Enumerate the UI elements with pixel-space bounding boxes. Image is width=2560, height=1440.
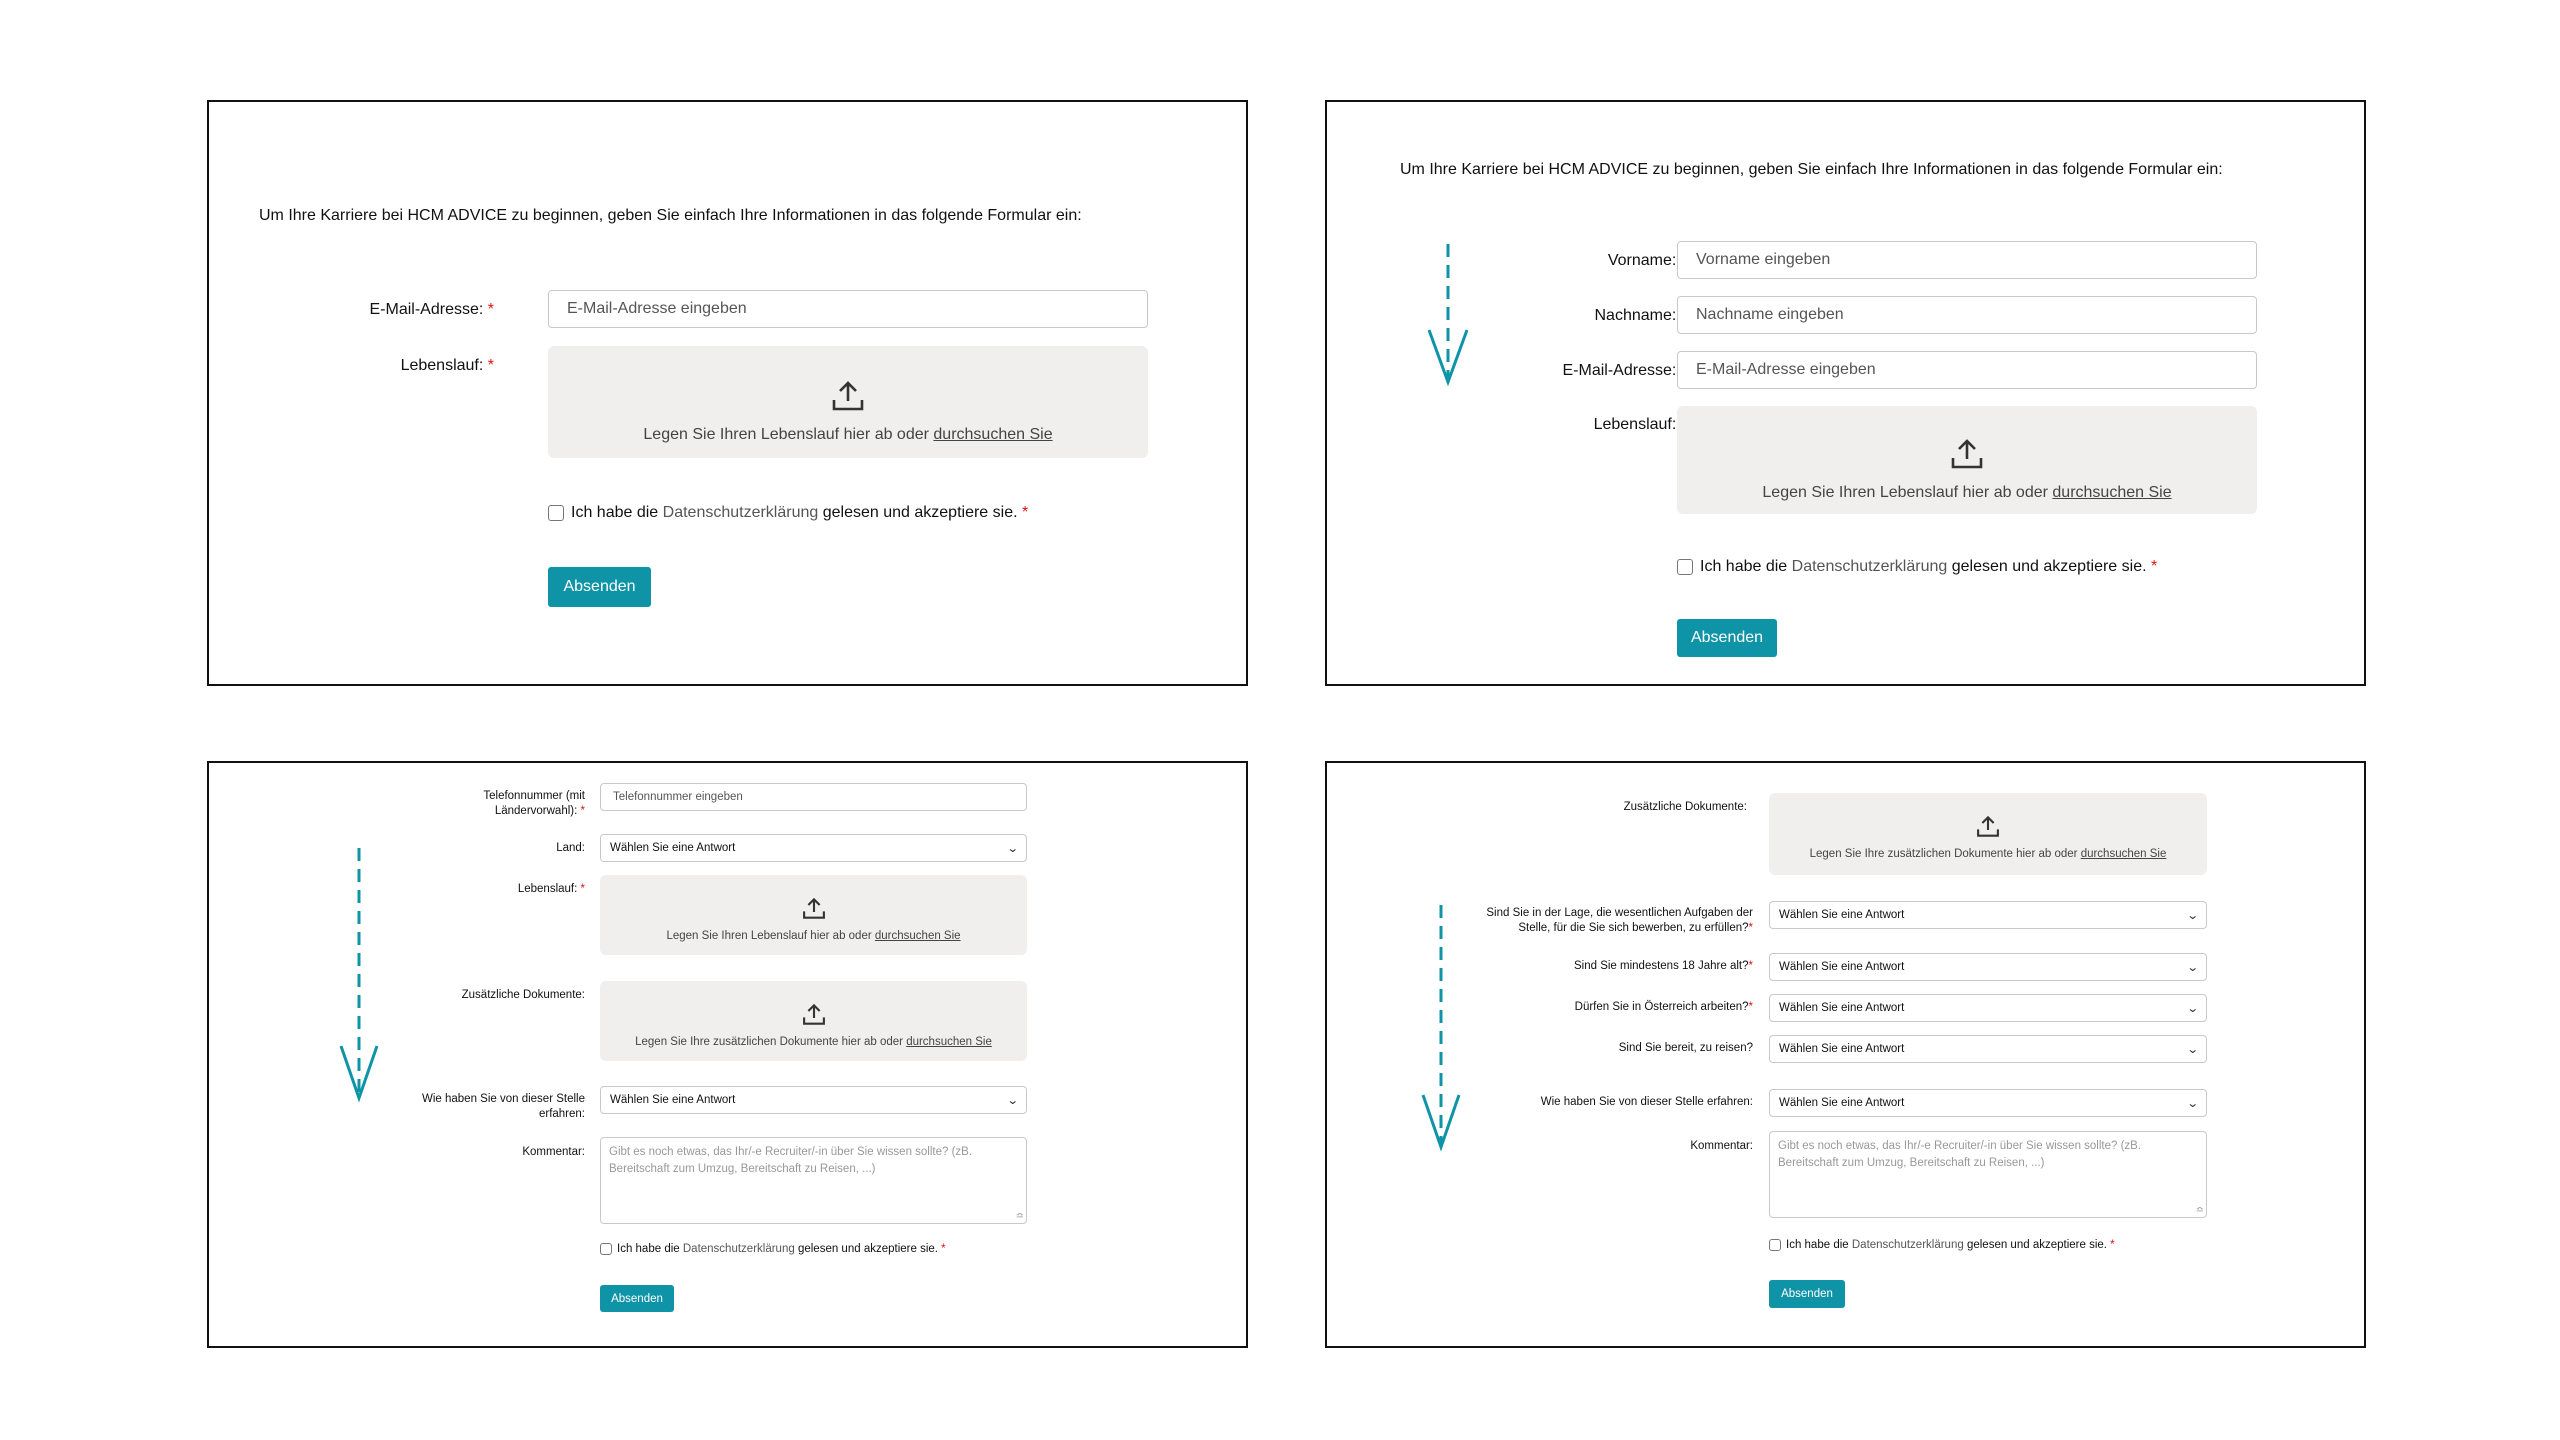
resize-handle-icon[interactable]: ≏ [1015,1211,1024,1222]
privacy-checkbox[interactable] [600,1243,612,1255]
comment-textarea[interactable]: Gibt es noch etwas, das Ihr/-e Recruiter/-in über Sie wissen sollte? (zB. Bereitschaft zum Umzug, Bereitschaft zu Reisen, ...) ≏ [1769,1131,2207,1218]
browse-link[interactable]: durchsuchen Sie [2080,848,2167,860]
privacy-consent: Ich habe die Datenschutzerklärung gelesen und akzeptiere sie. * [1677,558,2157,576]
submit-button[interactable]: Absenden [1769,1280,1845,1308]
submit-button[interactable]: Absenden [1677,619,1777,657]
form-panel-extended [207,761,1248,1348]
submit-button[interactable]: Absenden [600,1285,674,1312]
phone-label: Telefonnummer (mit Ländervorwahl): * [483,790,585,817]
question-work-label: Dürfen Sie in Österreich arbeiten?* [1574,1001,1753,1013]
resize-handle-icon[interactable]: ≏ [2195,1205,2204,1216]
privacy-link[interactable]: Datenschutzerklärung [662,504,819,521]
privacy-checkbox[interactable] [548,505,564,521]
docs-label: Zusätzliche Dokumente: [1623,801,1747,813]
email-field[interactable]: E-Mail-Adresse eingeben [548,290,1148,328]
privacy-link[interactable]: Datenschutzerklärung [1791,558,1948,575]
chevron-down-icon: ⌄ [1006,843,1020,855]
question-tasks-label: Sind Sie in der Lage, die wesentlichen Aufgaben der Stelle, für die Sie sich bewerben, zu erfüllen?* [1486,907,1753,934]
chevron-down-icon: ⌄ [2186,910,2200,922]
intro-text: Um Ihre Karriere bei HCM ADVICE zu beginnen, geben Sie einfach Ihre Informationen in das folgende Formular ein: [1400,161,2223,178]
chevron-down-icon: ⌄ [1006,1095,1020,1107]
docs-dropzone[interactable]: Legen Sie Ihre zusätzlichen Dokumente hier ab oder durchsuchen Sie [1769,793,2207,875]
phone-field[interactable]: Telefonnummer eingeben [600,783,1027,811]
country-select[interactable]: Wählen Sie eine Antwort ⌄ [600,834,1027,862]
firstname-label: Vorname: [1607,252,1677,269]
comment-label: Kommentar: [522,1146,585,1158]
privacy-consent: Ich habe die Datenschutzerklärung gelesen und akzeptiere sie. * [1769,1239,2115,1251]
question-travel-label: Sind Sie bereit, zu reisen? [1618,1042,1753,1054]
cv-label: Lebenslauf: [1593,416,1677,433]
cv-label: Lebenslauf: * [517,883,585,895]
upload-icon [802,897,826,920]
browse-link[interactable]: durchsuchen Sie [933,426,1053,443]
scroll-down-arrow [1419,903,1463,1153]
form-panel-basic [1325,100,2366,686]
email-label: E-Mail-Adresse: * [369,301,494,318]
privacy-checkbox[interactable] [1677,559,1693,575]
source-label: Wie haben Sie von dieser Stelle erfahren: [421,1093,585,1120]
docs-label: Zusätzliche Dokumente: [461,989,585,1001]
scroll-down-arrow [337,846,381,1104]
upload-icon [831,380,865,412]
country-label: Land: [556,842,585,854]
browse-link[interactable]: durchsuchen Sie [906,1036,992,1048]
email-field[interactable]: E-Mail-Adresse eingeben [1677,351,2257,389]
question-age-label: Sind Sie mindestens 18 Jahre alt?* [1573,960,1753,972]
question-tasks-select[interactable]: Wählen Sie eine Antwort ⌄ [1769,901,2207,929]
email-label: E-Mail-Adresse: [1562,362,1677,379]
intro-text: Um Ihre Karriere bei HCM ADVICE zu beginnen, geben Sie einfach Ihre Informationen in das folgende Formular ein: [259,207,1082,224]
browse-link[interactable]: durchsuchen Sie [2052,484,2172,501]
lastname-label: Nachname: [1594,307,1677,324]
upload-icon [1950,438,1984,470]
chevron-down-icon: ⌄ [2186,1044,2200,1056]
lastname-field[interactable]: Nachname eingeben [1677,296,2257,334]
firstname-field[interactable]: Vorname eingeben [1677,241,2257,279]
source-label: Wie haben Sie von dieser Stelle erfahren: [1540,1096,1753,1108]
upload-icon [802,1003,826,1026]
question-age-select[interactable]: Wählen Sie eine Antwort ⌄ [1769,953,2207,981]
source-select[interactable]: Wählen Sie eine Antwort ⌄ [600,1086,1027,1114]
question-work-select[interactable]: Wählen Sie eine Antwort ⌄ [1769,994,2207,1022]
form-panel-email-only [207,100,1248,686]
chevron-down-icon: ⌄ [2186,962,2200,974]
privacy-consent: Ich habe die Datenschutzerklärung gelesen und akzeptiere sie. * [600,1243,946,1255]
privacy-checkbox[interactable] [1769,1239,1781,1251]
comment-textarea[interactable]: Gibt es noch etwas, das Ihr/-e Recruiter/-in über Sie wissen sollte? (zB. Bereitschaft zum Umzug, Bereitschaft zu Reisen, ...) ≏ [600,1137,1027,1224]
docs-dropzone[interactable]: Legen Sie Ihre zusätzlichen Dokumente hier ab oder durchsuchen Sie [600,981,1027,1061]
form-panel-screening [1325,761,2366,1348]
upload-icon [1976,815,2000,838]
privacy-consent: Ich habe die Datenschutzerklärung gelesen und akzeptiere sie. * [548,504,1028,522]
cv-dropzone[interactable]: Legen Sie Ihren Lebenslauf hier ab oder durchsuchen Sie [1677,406,2257,514]
submit-button[interactable]: Absenden [548,567,651,607]
source-select[interactable]: Wählen Sie eine Antwort ⌄ [1769,1089,2207,1117]
cv-dropzone[interactable]: Legen Sie Ihren Lebenslauf hier ab oder durchsuchen Sie [548,346,1148,458]
chevron-down-icon: ⌄ [2186,1003,2200,1015]
comment-label: Kommentar: [1690,1140,1753,1152]
cv-dropzone[interactable]: Legen Sie Ihren Lebenslauf hier ab oder durchsuchen Sie [600,875,1027,955]
cv-label: Lebenslauf: * [400,357,494,374]
question-travel-select[interactable]: Wählen Sie eine Antwort ⌄ [1769,1035,2207,1063]
chevron-down-icon: ⌄ [2186,1098,2200,1110]
privacy-link[interactable]: Datenschutzerklärung [1851,1239,1964,1251]
browse-link[interactable]: durchsuchen Sie [874,930,961,942]
privacy-link[interactable]: Datenschutzerklärung [682,1243,795,1255]
